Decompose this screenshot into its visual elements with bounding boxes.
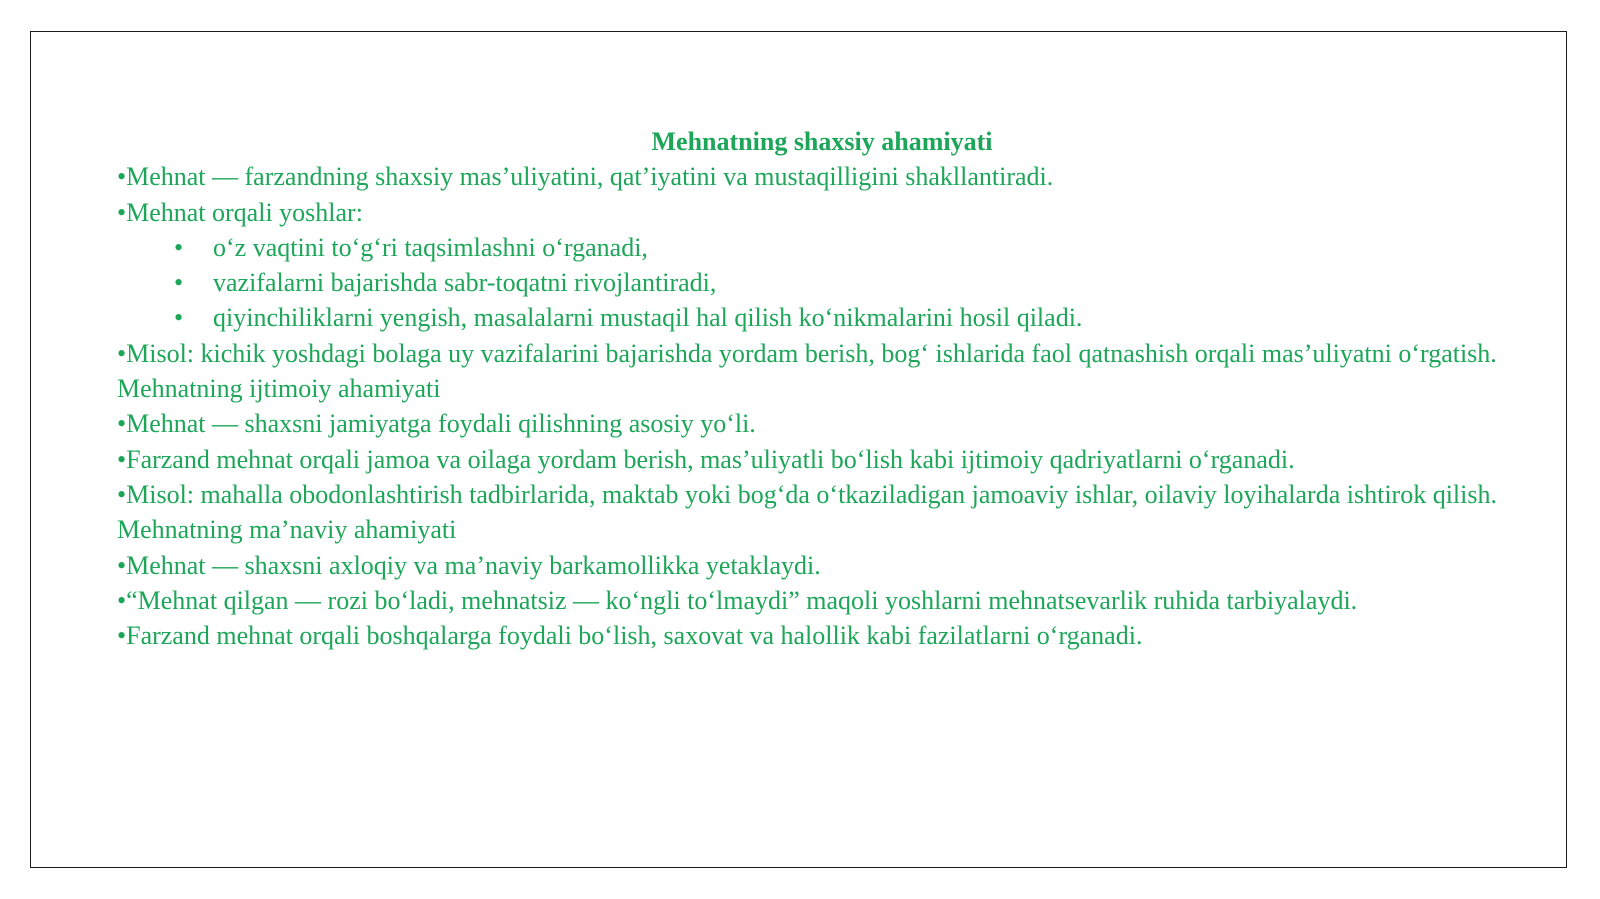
- slide-title: Mehnatning shaxsiy ahamiyati: [651, 127, 993, 156]
- sub-bullet-text: o‘z vaqtini to‘g‘ri taqsimlashni o‘rganadi,: [213, 232, 648, 262]
- bullet-text: •Farzand mehnat orqali boshqalarga foydali bo‘lish, saxovat va halollik kabi fazilatlarni o‘rganadi.: [117, 621, 1143, 651]
- example-text: •Misol: kichik yoshdagi bolaga uy vazifalarini bajarishda yordam berish, bog‘ ishlarida faol qatnashish orqali mas’uliyatni o‘rgatish.: [117, 338, 1497, 368]
- bullet-dot: •: [174, 303, 184, 333]
- slide-frame: [30, 31, 1567, 868]
- bullet-text: •Mehnat — farzandning shaxsiy mas’uliyatini, qat’iyatini va mustaqilligini shakllantiradi.: [117, 162, 1054, 192]
- bullet-dot: •: [174, 232, 184, 262]
- sub-bullet-item: [117, 230, 1517, 265]
- sub-bullet-text: vazifalarni bajarishda sabr-toqatni rivojlantiradi,: [213, 268, 717, 298]
- sub-bullet-item: [117, 265, 1517, 300]
- slide-content: [117, 124, 1517, 653]
- bullet-text: •“Mehnat qilgan — rozi bo‘ladi, mehnatsiz — ko‘ngli to‘lmaydi” maqoli yoshlarni mehnatsevarlik ruhida tarbiyalaydi.: [117, 585, 1358, 615]
- example-text: •Misol: mahalla obodonlashtirish tadbirlarida, maktab yoki bog‘da o‘tkaziladigan jamoaviy ishlar, oilaviy loyihalarda ishtirok qilish.: [117, 479, 1497, 509]
- bullet-dot: •: [174, 268, 184, 298]
- bullet-text: •Mehnat — shaxsni jamiyatga foydali qilishning asosiy yo‘li.: [117, 409, 756, 439]
- sub-bullet-item: [117, 300, 1517, 335]
- bullet-text: •Mehnat orqali yoshlar:: [117, 197, 363, 227]
- bullet-text: •Mehnat — shaxsni axloqiy va ma’naviy barkamollikka yetaklaydi.: [117, 550, 821, 580]
- bullet-text: •Farzand mehnat orqali jamoa va oilaga yordam berish, mas’uliyatli bo‘lish kabi ijtimoiy qadriyatlarni o‘rganadi.: [117, 444, 1295, 474]
- section-heading: Mehnatning ijtimoiy ahamiyati: [117, 374, 441, 404]
- section-heading: Mehnatning ma’naviy ahamiyati: [117, 515, 457, 545]
- sub-bullet-text: qiyinchiliklarni yengish, masalalarni mustaqil hal qilish ko‘nikmalarini hosil qiladi.: [213, 303, 1083, 333]
